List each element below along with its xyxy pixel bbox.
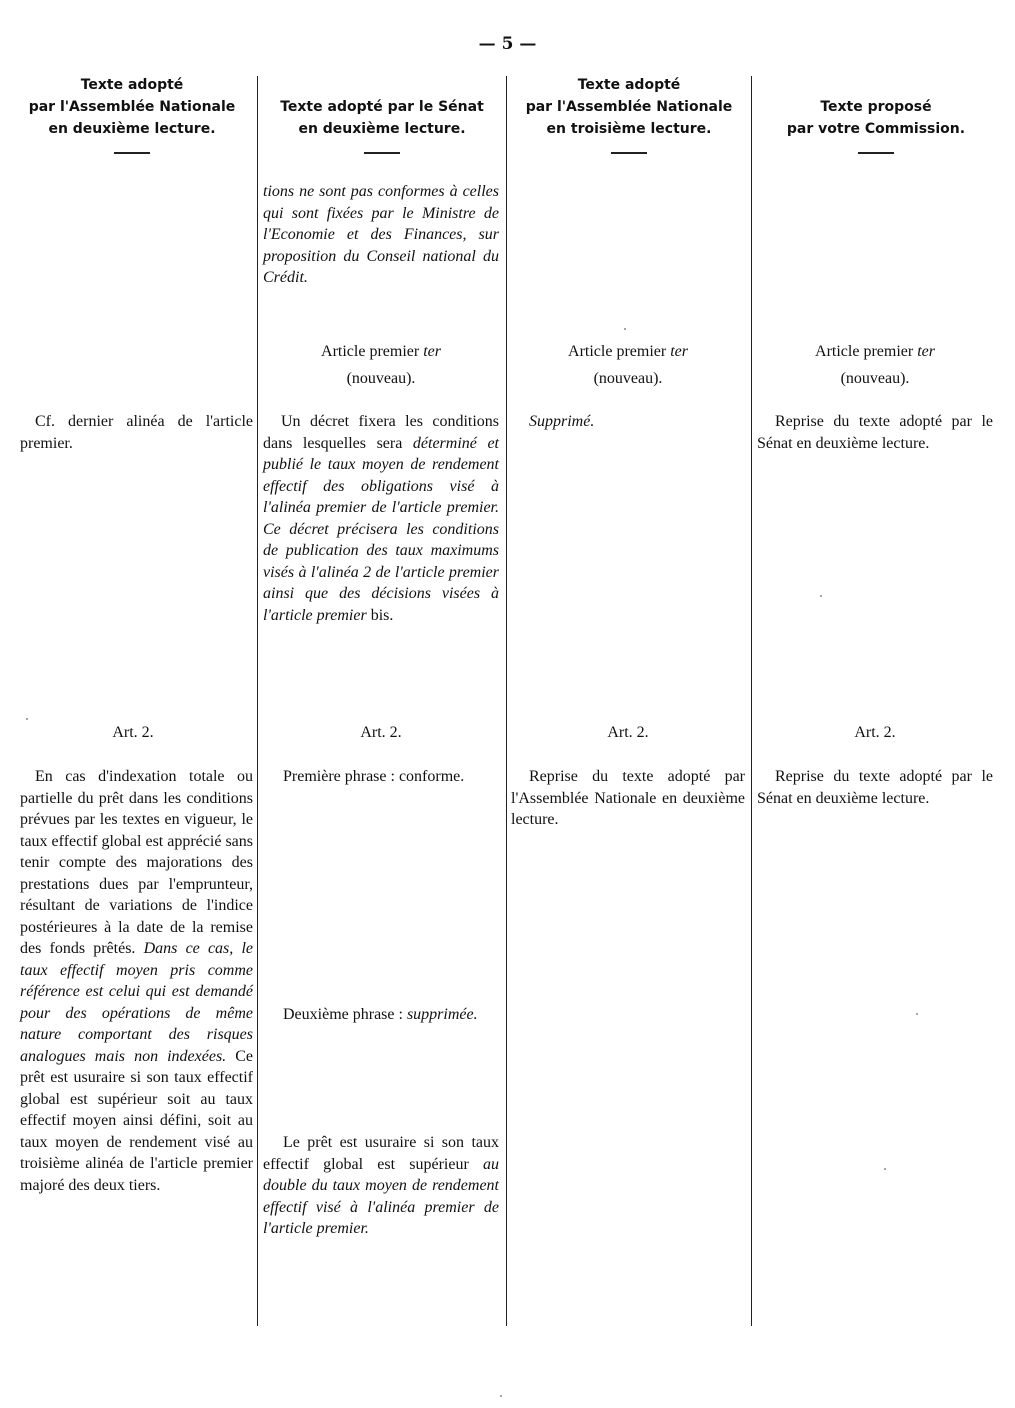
scan-speck bbox=[624, 328, 626, 330]
col3-art2-text: Reprise du texte adopté par l'Assemblée Nationale en deuxième lecture. bbox=[511, 768, 745, 828]
col4-article-ter-text: Reprise du texte adopté par le Sénat en deuxième lecture. bbox=[757, 413, 993, 452]
col2-art2-second-sentence: Deuxième phrase : supprimée. bbox=[283, 1006, 478, 1023]
header-rule bbox=[114, 152, 150, 154]
col4-art2-text: Reprise du texte adopté par le Sénat en deuxième lecture. bbox=[757, 768, 993, 807]
col3-article-ter-text: Supprimé. bbox=[529, 413, 595, 430]
header-col4: Texte proposé par votre Commission. bbox=[756, 96, 996, 154]
column-divider bbox=[751, 76, 752, 1326]
col2-art2-usury-text: Le prêt est usuraire si son taux effectif global est supérieur au double du taux moyen de rendement effectif visé à l'alinéa premier de l'article premier. bbox=[263, 1134, 499, 1237]
header-rule bbox=[858, 152, 894, 154]
col1-art2-title: Art. 2. bbox=[112, 724, 154, 741]
col2-article-ter-text: Un décret fixera les conditions dans lesquelles sera déterminé et publié le taux moyen de rendement effectif des obligations visé à l'alinéa premier de l'article premier. Ce décret précisera les conditions de publication des taux maximums visés à l'alinéa 2 de l'article premier ainsi que des décisions visées à l'article premier bis. bbox=[263, 413, 499, 624]
col2-art2-title: Art. 2. bbox=[360, 724, 402, 741]
col4-art2-title: Art. 2. bbox=[854, 724, 896, 741]
col3-art2-title: Art. 2. bbox=[607, 724, 649, 741]
scan-speck bbox=[820, 595, 822, 597]
col3-article-ter-title: Article premier ter (nouveau). bbox=[568, 343, 688, 387]
header-col3: Texte adopté par l'Assemblée Nationale en troisième lecture. bbox=[509, 74, 749, 154]
header-rule bbox=[611, 152, 647, 154]
scan-speck bbox=[884, 1168, 886, 1170]
col2-article-ter-title: Article premier ter (nouveau). bbox=[321, 343, 441, 387]
column-divider bbox=[257, 76, 258, 1326]
col1-reference: Cf. dernier alinéa de l'article premier. bbox=[20, 413, 253, 452]
col2-art2-first-sentence: Première phrase : conforme. bbox=[283, 768, 465, 785]
header-rule bbox=[364, 152, 400, 154]
col1-art2-text: En cas d'indexation totale ou partielle du prêt dans les conditions prévues par les textes en vigueur, le taux effectif global est apprécié sans tenir compte des majorations des prestations dues par l'emprunteur, résultant de variations de l'indice postérieures à la date de la remise des fonds prêtés. Dans ce cas, le taux effectif moyen pris comme référence est celui qui est demandé pour des opérations de même nature comportant des risques analogues mais non indexées. Ce prêt est usuraire si son taux effectif global est supérieur soit au taux effectif moyen ainsi défini, soit au taux moyen de rendement visé au troisième alinéa de l'article premier majoré des deux tiers. bbox=[20, 768, 254, 1194]
column-divider bbox=[506, 76, 507, 1326]
scan-speck bbox=[500, 1395, 502, 1397]
page-number: — 5 — bbox=[478, 34, 537, 54]
scan-speck bbox=[26, 718, 28, 720]
col4-article-ter-title: Article premier ter (nouveau). bbox=[815, 343, 935, 387]
scan-speck bbox=[916, 1013, 918, 1015]
col2-continuation: tions ne sont pas conformes à celles qui sont fixées par le Ministre de l'Economie et des Finances, sur proposition du Conseil national du Crédit. bbox=[263, 183, 499, 286]
header-col2: Texte adopté par le Sénat en deuxième lecture. bbox=[260, 96, 504, 154]
header-col1: Texte adopté par l'Assemblée Nationale en deuxième lecture. bbox=[10, 74, 254, 154]
